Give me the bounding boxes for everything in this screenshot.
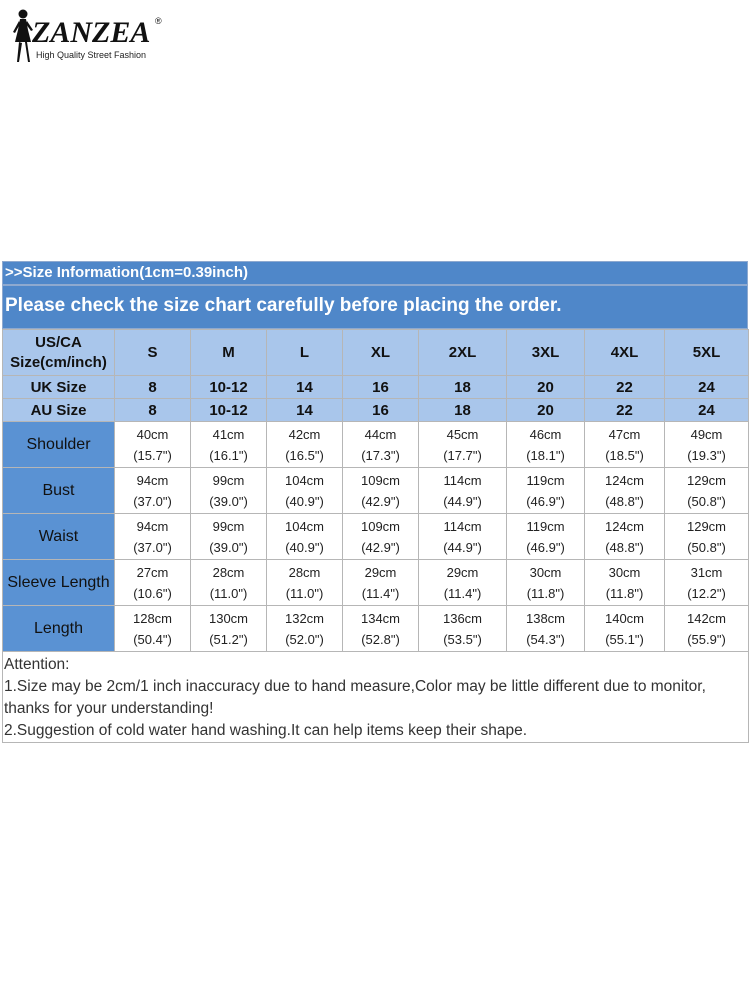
measurement-row xyxy=(3,422,749,468)
size-header-cell: S xyxy=(115,330,191,376)
notes-line-2: thanks for your understanding! xyxy=(4,700,214,717)
size-header-cell: 5XL xyxy=(665,330,749,376)
inch-value: (39.0") xyxy=(209,493,248,509)
size-notice-banner: Please check the size chart carefully before placing the order. xyxy=(2,285,748,329)
cm-value: 28cm xyxy=(288,564,321,580)
measurement-cell xyxy=(115,606,191,652)
measurement-cell xyxy=(267,422,343,468)
cm-value: 27cm xyxy=(136,564,169,580)
measurement-cell xyxy=(115,468,191,514)
measurement-cell xyxy=(267,468,343,514)
cm-value: 119cm xyxy=(526,518,565,534)
notes-line-1: 1.Size may be 2cm/1 inch inaccuracy due to hand measure,Color may be little different due to monitor, xyxy=(4,678,706,695)
inch-value: (55.9") xyxy=(687,631,726,647)
brand-name: ZANZEA xyxy=(32,16,151,49)
measurement-cell xyxy=(665,560,749,606)
inch-value: (11.8") xyxy=(526,585,565,601)
measurement-cell xyxy=(191,606,267,652)
inch-value: (52.8") xyxy=(361,631,400,647)
cm-value: 119cm xyxy=(526,472,565,488)
inch-value: (37.0") xyxy=(133,539,172,555)
cm-value: 130cm xyxy=(208,610,249,626)
us-size-header-line2: Size(cm/inch) xyxy=(10,353,107,371)
us-size-header-line1: US/CA xyxy=(35,333,82,351)
us-size-row xyxy=(3,330,749,376)
notes-title: Attention: xyxy=(4,656,70,673)
cm-value: 46cm xyxy=(529,426,562,442)
cm-value: 134cm xyxy=(360,610,401,626)
measurement-cell xyxy=(419,514,507,560)
au-size-cell: 22 xyxy=(585,399,665,422)
inch-value: (46.9") xyxy=(526,493,565,509)
size-info-banner: >>Size Information(1cm=0.39inch) xyxy=(2,261,748,285)
inch-value: (50.4") xyxy=(133,631,172,647)
inch-value: (42.9") xyxy=(361,539,400,555)
measurement-cell xyxy=(507,422,585,468)
cm-value: 49cm xyxy=(690,426,723,442)
measurement-row xyxy=(3,468,749,514)
measurement-cell xyxy=(343,560,419,606)
inch-value: (11.0") xyxy=(209,585,248,601)
measurement-cell xyxy=(343,468,419,514)
cm-value: 29cm xyxy=(446,564,479,580)
cm-value: 29cm xyxy=(364,564,397,580)
measurement-cell xyxy=(343,514,419,560)
cm-value: 104cm xyxy=(284,518,325,534)
cm-value: 114cm xyxy=(443,472,482,488)
au-size-label: AU Size xyxy=(3,399,115,422)
inch-value: (16.5") xyxy=(285,447,324,463)
cm-value: 94cm xyxy=(136,472,169,488)
measurement-cell xyxy=(585,560,665,606)
size-header-cell: M xyxy=(191,330,267,376)
measurement-label: Sleeve Length xyxy=(3,560,115,606)
cm-value: 129cm xyxy=(686,518,727,534)
cm-value: 40cm xyxy=(136,426,169,442)
size-header-cell: XL xyxy=(343,330,419,376)
inch-value: (53.5") xyxy=(443,631,482,647)
measurement-cell xyxy=(115,560,191,606)
measurement-cell xyxy=(191,514,267,560)
inch-value: (39.0") xyxy=(209,539,248,555)
au-size-row xyxy=(3,399,749,422)
measurement-cell xyxy=(507,514,585,560)
measurement-cell xyxy=(191,468,267,514)
size-chart xyxy=(2,261,748,743)
measurement-cell xyxy=(507,468,585,514)
measurement-cell xyxy=(419,422,507,468)
cm-value: 114cm xyxy=(443,518,482,534)
us-size-header-cell xyxy=(3,330,115,376)
brand-tagline: High Quality Street Fashion xyxy=(36,50,147,60)
inch-value: (46.9") xyxy=(526,539,565,555)
inch-value: (51.2") xyxy=(209,631,248,647)
inch-value: (11.8") xyxy=(605,585,644,601)
measurement-cell xyxy=(585,468,665,514)
inch-value: (44.9") xyxy=(443,493,482,509)
measurement-cell xyxy=(419,468,507,514)
measurement-label: Waist xyxy=(3,514,115,560)
inch-value: (37.0") xyxy=(133,493,172,509)
cm-value: 30cm xyxy=(608,564,641,580)
measurement-cell xyxy=(665,514,749,560)
inch-value: (40.9") xyxy=(285,539,324,555)
uk-size-label: UK Size xyxy=(3,376,115,399)
cm-value: 128cm xyxy=(132,610,173,626)
measurement-cell xyxy=(267,514,343,560)
cm-value: 94cm xyxy=(136,518,169,534)
cm-value: 140cm xyxy=(604,610,645,626)
inch-value: (55.1") xyxy=(605,631,644,647)
cm-value: 31cm xyxy=(690,564,723,580)
measurement-cell xyxy=(115,514,191,560)
uk-size-cell: 10-12 xyxy=(191,376,267,399)
inch-value: (52.0") xyxy=(285,631,324,647)
cm-value: 124cm xyxy=(604,518,645,534)
uk-size-row xyxy=(3,376,749,399)
inch-value: (15.7") xyxy=(133,447,172,463)
measurement-cell xyxy=(665,606,749,652)
inch-value: (12.2") xyxy=(687,585,726,601)
cm-value: 99cm xyxy=(212,518,245,534)
size-header-cell: L xyxy=(267,330,343,376)
inch-value: (48.8") xyxy=(605,493,644,509)
measurement-row xyxy=(3,606,749,652)
inch-value: (11.4") xyxy=(361,585,400,601)
measurement-cell xyxy=(507,560,585,606)
measurement-cell xyxy=(419,560,507,606)
measurement-cell xyxy=(585,606,665,652)
cm-value: 132cm xyxy=(284,610,325,626)
inch-value: (16.1") xyxy=(209,447,248,463)
measurement-cell xyxy=(191,560,267,606)
measurement-rows xyxy=(3,422,749,652)
inch-value: (11.4") xyxy=(443,585,482,601)
cm-value: 28cm xyxy=(212,564,245,580)
inch-value: (11.0") xyxy=(285,585,324,601)
cm-value: 136cm xyxy=(442,610,483,626)
cm-value: 142cm xyxy=(686,610,727,626)
au-size-cell: 18 xyxy=(419,399,507,422)
measurement-row xyxy=(3,560,749,606)
uk-size-cell: 20 xyxy=(507,376,585,399)
measurement-cell xyxy=(507,606,585,652)
size-header-cell: 2XL xyxy=(419,330,507,376)
inch-value: (19.3") xyxy=(687,447,726,463)
uk-size-cell: 24 xyxy=(665,376,749,399)
au-size-cell: 24 xyxy=(665,399,749,422)
cm-value: 109cm xyxy=(360,518,401,534)
uk-size-cell: 8 xyxy=(115,376,191,399)
uk-size-cell: 18 xyxy=(419,376,507,399)
measurement-cell xyxy=(585,514,665,560)
cm-value: 104cm xyxy=(284,472,325,488)
size-header-cell: 3XL xyxy=(507,330,585,376)
measurement-label: Bust xyxy=(3,468,115,514)
inch-value: (40.9") xyxy=(285,493,324,509)
cm-value: 30cm xyxy=(529,564,562,580)
inch-value: (17.3") xyxy=(361,447,400,463)
inch-value: (42.9") xyxy=(361,493,400,509)
au-size-cell: 8 xyxy=(115,399,191,422)
cm-value: 45cm xyxy=(446,426,479,442)
measurement-cell xyxy=(343,422,419,468)
inch-value: (48.8") xyxy=(605,539,644,555)
inch-value: (18.5") xyxy=(605,447,644,463)
inch-value: (44.9") xyxy=(443,539,482,555)
size-table xyxy=(2,329,749,652)
registered-mark: ® xyxy=(155,16,162,26)
au-size-cell: 14 xyxy=(267,399,343,422)
notes-line-3: 2.Suggestion of cold water hand washing.It can help items keep their shape. xyxy=(4,722,528,739)
uk-size-cell: 16 xyxy=(343,376,419,399)
inch-value: (54.3") xyxy=(526,631,565,647)
measurement-cell xyxy=(267,560,343,606)
uk-size-cell: 22 xyxy=(585,376,665,399)
uk-size-cell: 14 xyxy=(267,376,343,399)
au-size-cell: 16 xyxy=(343,399,419,422)
measurement-cell xyxy=(267,606,343,652)
measurement-cell xyxy=(419,606,507,652)
attention-notes xyxy=(2,652,749,743)
cm-value: 47cm xyxy=(608,426,641,442)
measurement-cell xyxy=(665,468,749,514)
cm-value: 109cm xyxy=(360,472,401,488)
measurement-cell xyxy=(191,422,267,468)
measurement-cell xyxy=(343,606,419,652)
cm-value: 138cm xyxy=(525,610,566,626)
measurement-cell xyxy=(665,422,749,468)
cm-value: 41cm xyxy=(212,426,245,442)
measurement-row xyxy=(3,514,749,560)
inch-value: (50.8") xyxy=(687,493,726,509)
inch-value: (10.6") xyxy=(133,585,172,601)
inch-value: (17.7") xyxy=(443,447,482,463)
measurement-label: Shoulder xyxy=(3,422,115,468)
brand-logo xyxy=(8,8,168,64)
au-size-cell: 20 xyxy=(507,399,585,422)
cm-value: 129cm xyxy=(686,472,727,488)
measurement-cell xyxy=(585,422,665,468)
cm-value: 124cm xyxy=(604,472,645,488)
inch-value: (18.1") xyxy=(526,447,565,463)
au-size-cell: 10-12 xyxy=(191,399,267,422)
measurement-label: Length xyxy=(3,606,115,652)
cm-value: 99cm xyxy=(212,472,245,488)
size-header-cell: 4XL xyxy=(585,330,665,376)
cm-value: 44cm xyxy=(364,426,397,442)
cm-value: 42cm xyxy=(288,426,321,442)
inch-value: (50.8") xyxy=(687,539,726,555)
measurement-cell xyxy=(115,422,191,468)
